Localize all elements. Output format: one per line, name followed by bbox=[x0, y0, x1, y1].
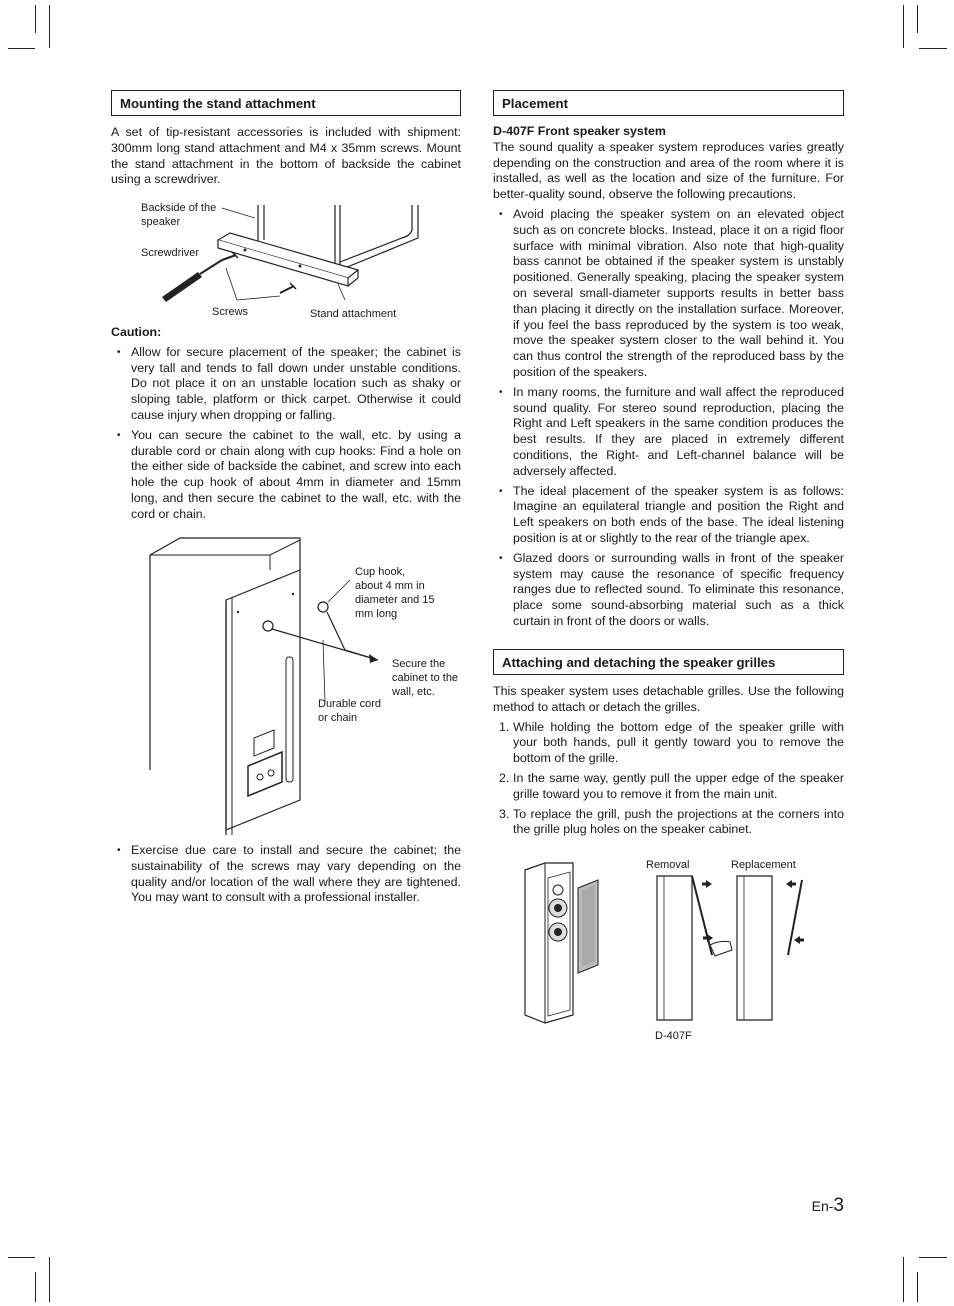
grille-steps bbox=[493, 720, 844, 839]
mount-heading: Mounting the stand attachment bbox=[111, 90, 461, 116]
list-item: 3. To replace the grill, push the projections at the corners into the grille plug holes on the speaker cabinet. bbox=[499, 806, 844, 837]
caution-title: Caution: bbox=[111, 325, 162, 339]
front-speaker-title: D-407F Front speaker system bbox=[493, 124, 666, 138]
mount-text: A set of tip-resistant accessories is included with shipment: 300mm long stand attachment and M4 x 35mm screws. Mount the stand attachment in the bottom of backside the cabinet using a screwdriver. bbox=[111, 125, 461, 187]
mount-text-block bbox=[111, 125, 461, 188]
list-item: 2. In the same way, gently pull the upper edge of the speaker grille toward you to remove it from the main unit. bbox=[499, 770, 844, 801]
page-prefix: En- bbox=[811, 1198, 834, 1214]
fig2-label-secure: Secure the cabinet to the wall, etc. bbox=[392, 658, 459, 698]
grille-heading: Attaching and detaching the speaker grilles bbox=[493, 649, 844, 675]
fig1-label-screwdriver: Screwdriver bbox=[141, 247, 200, 259]
grille-block bbox=[493, 684, 844, 842]
placement-list bbox=[493, 207, 844, 630]
fig1-label-stand: Stand attachment bbox=[310, 308, 397, 320]
front-speaker-text: The sound quality a speaker system reproduces varies greatly depending on the construction and area of the room where it is installed, as well as the location and size of the furniture. For better-quality sound, observe the following precautions. bbox=[493, 139, 844, 202]
list-item: • In many rooms, the furniture and wall affect the reproduced sound quality. For stereo sound reproduction, placing the Right and Left speakers in the same condition produces the best results. If they are placed in extremely different conditions, the Right- and Left-channel balance will be adversely affected. bbox=[493, 385, 844, 480]
placement-heading: Placement bbox=[493, 90, 844, 116]
list-item: • Avoid placing the speaker system on an elevated object such as on concrete blocks. Instead, place it on a rigid floor surface with minimal vibration. Also note that high-quality bass cannot be obtained if the speaker system is unstably positioned. Generally speaking, placing the speaker system on several small-diameter supports results in better bass than placing it directly on the installation surface. Moreover, if you feel the bass reproduced by the system is too weak, move the speaker system closer to the wall behind it. You can thus control the strength of the reproduced bass by the position of the speakers. bbox=[493, 207, 844, 381]
page-number-value: 3 bbox=[833, 1195, 844, 1216]
exercise-block bbox=[111, 841, 461, 910]
fig1-label-screws: Screws bbox=[212, 306, 249, 318]
caution-block bbox=[111, 325, 461, 527]
list-item: • The ideal placement of the speaker system is as follows: Imagine an equilateral triangle and position the Right and Left speakers on both ends of the base. The ideal listening position is at or slightly to the rear of the triangle apex. bbox=[493, 484, 844, 547]
placement-block bbox=[493, 124, 844, 634]
caution-list bbox=[111, 345, 461, 523]
exercise-list bbox=[111, 843, 461, 906]
list-item: • You can secure the cabinet to the wall, etc. by using a durable cord or chain along with cup hooks: Find a hole on the either side of backside the cabinet, and screw into each hole the cup hook of about 4mm in diameter and 15mm long, and then secure the cabinet to the wall, etc. with the cord or chain. bbox=[111, 428, 461, 523]
fig2-label-cord: Durable cord or chain bbox=[318, 698, 381, 724]
fig2-label-cup-hook: Cup hook, about 4 mm in diameter and 15 mm long bbox=[355, 566, 435, 620]
fig1-label-backside: Backside of the speaker bbox=[141, 202, 217, 228]
fig3-label-replacement: Replacement bbox=[731, 859, 796, 871]
fig3-label-removal: Removal bbox=[646, 859, 690, 871]
list-item: • Allow for secure placement of the speaker; the cabinet is very tall and tends to fall down under unstable conditions. Do not place it on an unstable location such as shaky or sloping table, platform or thick carpet. Otherwise it could cause injury when dropping or falling. bbox=[111, 345, 461, 424]
list-item: 1. While holding the bottom edge of the speaker grille with your both hands, pull it gently toward you to remove the bottom of the grille. bbox=[499, 719, 844, 766]
grille-illustration bbox=[520, 860, 820, 1030]
list-item: • Glazed doors or surrounding walls in front of the speaker system may cause the resonance of specific frequency ranges due to reflected sound. To eliminate this resonance, place some sound-absorbing material such as a thick curtain in front of the doors or walls. bbox=[493, 551, 844, 630]
grille-text: This speaker system uses detachable grilles. Use the following method to attach or detach the grilles. bbox=[493, 684, 844, 714]
page-number bbox=[811, 1195, 844, 1216]
fig3-label-model: D-407F bbox=[655, 1030, 692, 1042]
list-item: • Exercise due care to install and secure the cabinet; the sustainability of the screws may vary depending on the quality and/or location of the wall where they are tightened. You may want to consult with a professional installer. bbox=[111, 843, 461, 906]
